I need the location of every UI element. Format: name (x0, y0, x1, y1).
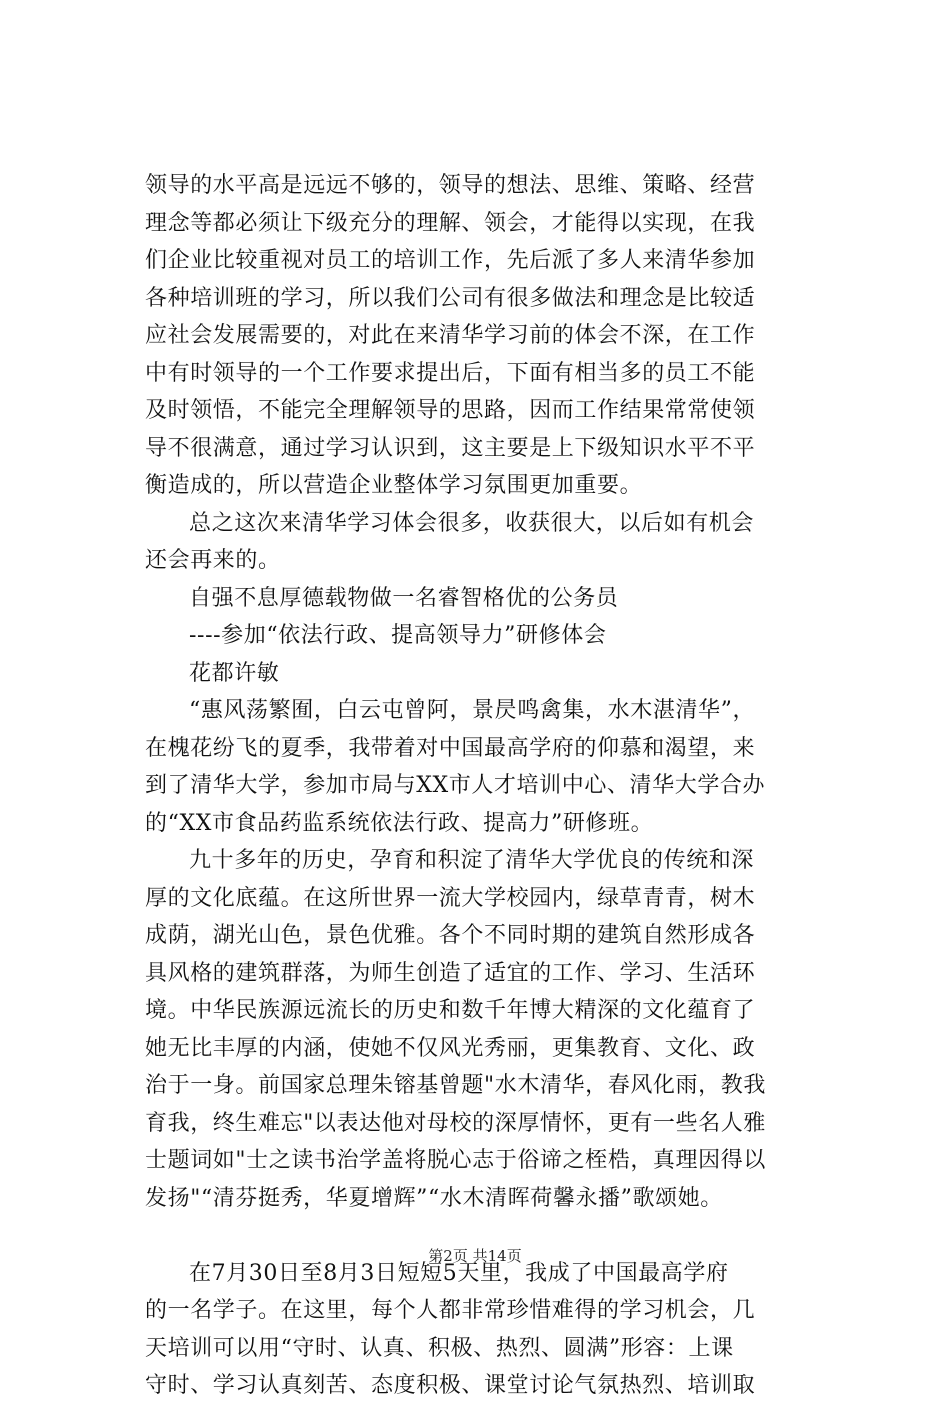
paragraph-five-days (145, 1255, 815, 1405)
text-line: 的一名学子。在这里，每个人都非常珍惜难得的学习机会，几 (145, 1298, 756, 1323)
text-line: 厚的文化底蕴。在这所世界一流大学校园内，绿草青青，树木 (145, 885, 756, 911)
text-line: 具风格的建筑群落，为师生创造了适宜的工作、学习、生活环 (145, 960, 756, 986)
text-line: 应社会发展需要的，对此在来清华学习前的体会不深，在工作 (145, 323, 756, 348)
text-line: 到了清华大学，参加市局与XX市人才培训中心、清华大学合办 (145, 773, 766, 798)
text-line: 领导的水平高是远远不够的，领导的想法、思维、策略、经营 (145, 173, 756, 198)
article-subtitle: ----参加“依法行政、提高领导力”研修体会 (189, 623, 607, 648)
page-number-footer: 第2页 共14页 (428, 1247, 522, 1265)
paragraph-arrival (145, 692, 815, 842)
text-line: 境。中华民族源远流长的历史和数千年博大精深的文化蕴育了 (145, 998, 756, 1023)
text-line: 育我，终生难忘"以表达他对母校的深厚情怀，更有一些名人雅 (145, 1110, 766, 1136)
text-line: 九十多年的历史，孕育和积淀了清华大学优良的传统和深 (189, 848, 755, 873)
text-line: 理念等都必须让下级充分的理解、领会，才能得以实现，在我 (145, 210, 756, 236)
text-line: 在槐花纷飞的夏季，我带着对中国最高学府的仰慕和渴望，来 (145, 735, 756, 761)
paragraph-training-culture (145, 167, 815, 505)
article-title: 自强不息厚德载物做一名睿智格优的公务员 (189, 585, 619, 611)
text-line: 天培训可以用“守时、认真、积极、热烈、圆满”形容：上课 (145, 1335, 734, 1361)
text-line: 士题词如"士之读书治学盖将脱心志于俗谛之桎梏，真理因得以 (145, 1148, 766, 1173)
text-line: 衡造成的，所以营造企业整体学习氛围更加重要。 (145, 473, 643, 498)
text-line: 成荫，湖光山色，景色优雅。各个不同时期的建筑自然形成各 (145, 923, 756, 948)
article-author: 花都许敏 (189, 660, 280, 686)
text-line: 各种培训班的学习，所以我们公司有很多做法和理念是比较适 (145, 285, 756, 311)
document-body (145, 167, 815, 1405)
text-line: “惠风荡繁囿，白云屯曾阿，景昃鸣禽集，水木湛清华”， (189, 698, 756, 723)
text-line: 及时领悟，不能完全理解领导的思路，因而工作结果常常使领 (145, 398, 756, 423)
text-line: 总之这次来清华学习体会很多，收获很大，以后如有机会 (189, 510, 755, 536)
text-line: 导不很满意，通过学习认识到，这主要是上下级知识水平不平 (145, 435, 756, 461)
text-line: 治于一身。前国家总理朱镕基曾题"水木清华，春风化雨，教我 (145, 1073, 766, 1098)
text-line: 们企业比较重视对员工的培训工作，先后派了多人来清华参加 (145, 248, 756, 273)
text-line: 发扬"“清芬挺秀，华夏增辉”“水木清晖荷馨永播”歌颂她。 (145, 1185, 723, 1211)
text-line: 还会再来的。 (145, 548, 281, 573)
text-line: 的“XX市食品药监系统依法行政、提高力”研修班。 (145, 810, 654, 836)
text-line: 在7月30日至8月3日短短5天里，我成了中国最高学府 (189, 1260, 729, 1286)
text-line: 她无比丰厚的内涵，使她不仅风光秀丽，更集教育、文化、政 (145, 1035, 756, 1061)
text-line: 中有时领导的一个工作要求提出后，下面有相当多的员工不能 (145, 360, 756, 386)
paragraph-history (145, 842, 815, 1217)
paragraph-conclusion (145, 505, 815, 580)
text-line: 守时、学习认真刻苦、态度积极、课堂讨论气氛热烈、培训取 (145, 1373, 756, 1398)
